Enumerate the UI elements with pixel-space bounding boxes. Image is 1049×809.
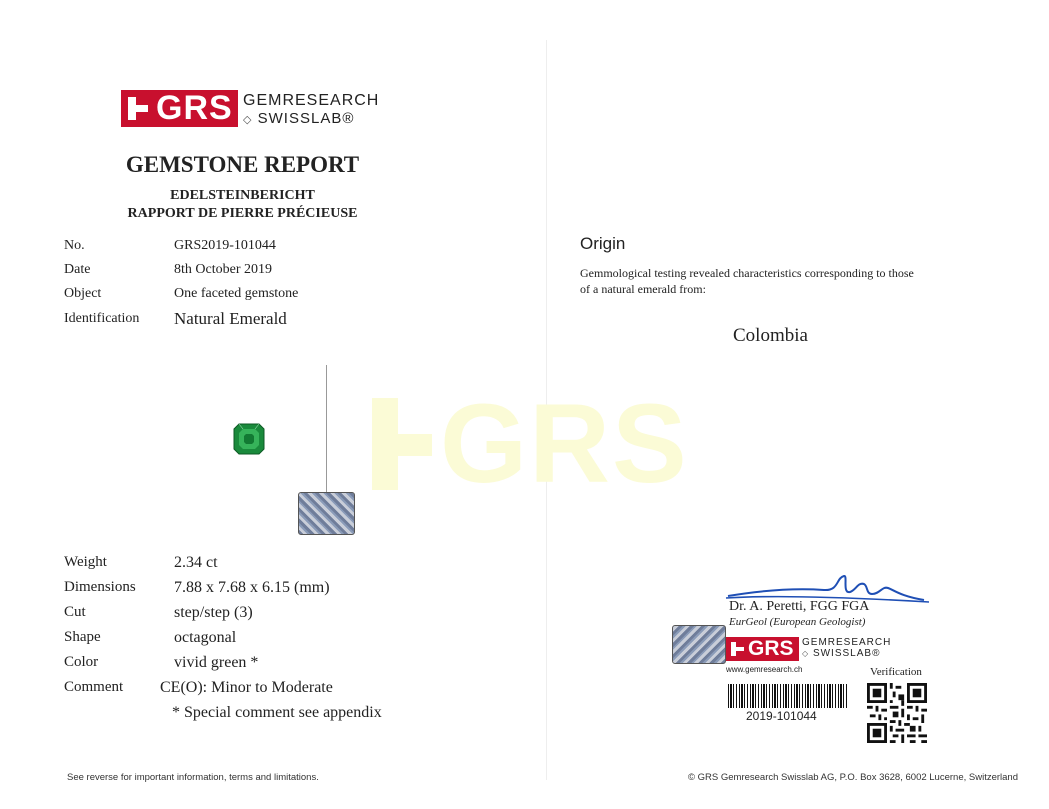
logo-line2: SWISSLAB® (257, 110, 355, 127)
spec-value-shape: octagonal (174, 629, 237, 646)
spec-value-comment: CE(O): Minor to Moderate (160, 679, 333, 696)
report-pointer-line (326, 365, 327, 493)
logo-words (243, 93, 379, 126)
diamond-icon-small: ◇ (802, 649, 810, 658)
field-value-no: GRS2019-101044 (174, 238, 276, 253)
spec-label-dimensions: Dimensions (64, 579, 136, 595)
report-title: GEMSTONE REPORT (125, 152, 360, 177)
spec-value-cut: step/step (3) (174, 604, 253, 621)
logo-cross-icon-small (728, 637, 748, 661)
grs-logo (121, 90, 238, 127)
barcode (728, 684, 848, 708)
logo-abbr: GRS (156, 89, 233, 127)
spec-label-weight: Weight (64, 554, 107, 570)
verification-label: Verification (870, 666, 922, 678)
spec-value-color: vivid green * (174, 654, 259, 671)
spec-label-color: Color (64, 654, 99, 670)
logo-words-small (802, 638, 891, 659)
field-value-identification: Natural Emerald (174, 309, 287, 328)
origin-country: Colombia (733, 325, 808, 346)
field-label-date: Date (64, 262, 91, 277)
spec-label-comment: Comment (64, 679, 124, 695)
qr-code-icon[interactable] (867, 683, 927, 743)
spec-value-dimensions: 7.88 x 7.68 x 6.15 (mm) (174, 579, 330, 596)
field-label-identification: Identification (64, 311, 140, 326)
diamond-icon: ◇ (243, 114, 253, 126)
footer-left: See reverse for important information, terms and limitations. (67, 772, 319, 783)
field-value-object: One faceted gemstone (174, 286, 299, 301)
website-url: www.gemresearch.ch (726, 665, 803, 674)
origin-text-line1: Gemmological testing revealed characteristics corresponding to those (580, 266, 914, 280)
special-comment-note: * Special comment see appendix (172, 704, 382, 721)
logo-line1: GEMRESEARCH (243, 92, 380, 109)
logo-abbr-small: GRS (748, 637, 794, 660)
logo-line1-small: GEMRESEARCH (802, 637, 892, 648)
emerald-gem-icon (233, 423, 265, 455)
hologram-seal-small (672, 625, 726, 664)
signatory-name: Dr. A. Peretti, FGG FGA (729, 599, 870, 614)
report-subtitle-fr: RAPPORT DE PIERRE PRÉCIEUSE (127, 206, 358, 221)
field-value-date: 8th October 2019 (174, 262, 272, 277)
report-subtitle-de: EDELSTEINBERICHT (170, 188, 315, 203)
logo-cross-icon (124, 90, 154, 127)
hologram-seal (298, 492, 355, 535)
watermark-cross-icon (372, 398, 432, 490)
spec-label-cut: Cut (64, 604, 86, 620)
footer-right: © GRS Gemresearch Swisslab AG, P.O. Box 3628, 6002 Lucerne, Switzerland (688, 772, 1018, 783)
origin-heading: Origin (580, 234, 626, 253)
field-label-no: No. (64, 238, 85, 253)
signatory-title: EurGeol (European Geologist) (729, 616, 866, 628)
barcode-number: 2019-101044 (746, 709, 817, 723)
field-label-object: Object (64, 286, 102, 301)
logo-line2-small: SWISSLAB® (812, 648, 881, 659)
watermark-text: GRS (440, 381, 689, 506)
origin-text-line2: of a natural emerald from: (580, 282, 706, 296)
grs-logo-small (726, 637, 799, 661)
spec-label-shape: Shape (64, 629, 101, 645)
spec-value-weight: 2.34 ct (174, 554, 218, 571)
